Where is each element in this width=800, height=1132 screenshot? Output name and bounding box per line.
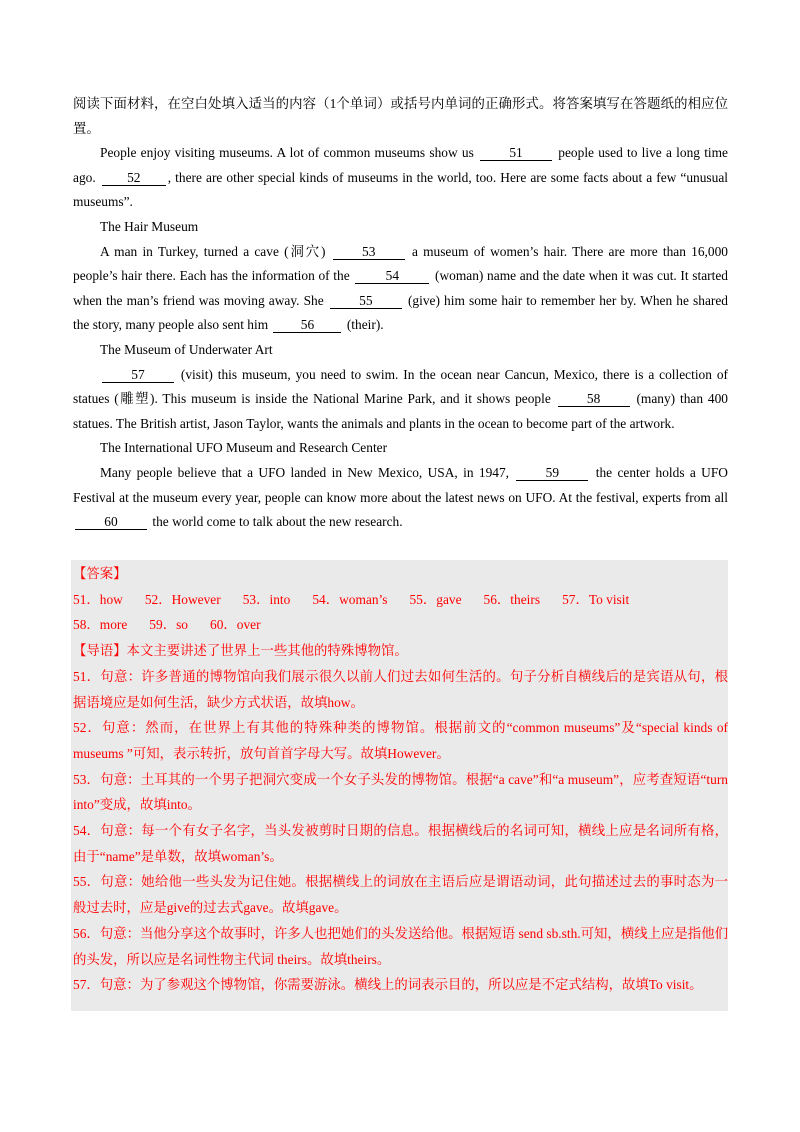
explanation-52: 52．句意：然而，在世界上有其他的特殊种类的博物馆。根据前文的“common museums”及“special kinds of museums ”可知，表示转折，放句首首字母大写。故填However。 [73, 720, 728, 761]
text-span: (visit) this museum, you need to swim. In the ocean near Cancun, Mexico, there is a collection of statues (雕塑). This museum is inside the National Marine Park, and it shows people [73, 366, 728, 407]
blank-51: 51 [480, 145, 552, 161]
paragraph-underwater-art [73, 363, 728, 437]
answer-item: 57．To visit [562, 591, 630, 607]
explanation-56: 56．句意：当他分享这个故事时，许多人也把她们的头发送给他。根据短语 send sb.sth.可知，横线上应是指他们的头发，所以应是名词性物主代词 theirs。故填theirs。 [73, 925, 728, 967]
instruction: 阅读下面材料，在空白处填入适当的内容（1个单词）或括号内单词的正确形式。将答案填写在答题纸的相应位置。 [73, 96, 728, 136]
answer-row-2 [73, 612, 728, 638]
answer-row-1 [73, 587, 728, 613]
explanation-57: 57．句意：为了参观这个博物馆，你需要游泳。横线上的词表示目的，所以应是不定式结构，故填To visit。 [73, 977, 703, 993]
text-span: (many) than 400 statues. The British artist, Jason Taylor, wants the animals and plants in the ocean to become part of the artwork. [73, 391, 728, 431]
explanation-54: 54．句意：每一个有女子名字，当头发被剪时日期的信息。根据横线后的名词可知，横线上应是名词所有格，由于“name”是单数，故填woman’s。 [73, 823, 728, 864]
question-section [73, 92, 728, 535]
answer-item: 54．woman’s [312, 591, 388, 607]
paragraph-hair-museum [73, 240, 728, 338]
answer-section [73, 561, 728, 998]
blank-59: 59 [516, 465, 588, 481]
text-span: , there are other special kinds of museums in the world, too. Here are some facts about a few “unusual museums”. [73, 169, 728, 210]
text-span: (give) him some hair to remember her by. When he shared the story, many people also sent him [73, 292, 728, 333]
paragraph-intro [73, 141, 728, 215]
text-span: People enjoy visiting museums. A lot of common museums show us [100, 145, 474, 161]
blank-54: 54 [355, 268, 429, 284]
answer-item: 59．so [149, 617, 188, 633]
blank-55: 55 [330, 293, 402, 309]
explanation-51: 51．句意：许多普通的博物馆向我们展示很久以前人们过去如何生活的。句子分析自横线后的是宾语从句，根据语境应是如何生活，缺少方式状语，故填how。 [73, 668, 728, 710]
text-span: a museum of women’s hair. There are more than 16,000 people’s hair there. Each has the information of the [73, 243, 728, 284]
answer-item: 53．into [242, 591, 291, 607]
text-span: people used to live a long time ago. [73, 145, 728, 185]
answer-item: 60．over [210, 617, 261, 633]
answer-label: 【答案】 [73, 566, 127, 581]
text-span: the center holds a UFO Festival at the museum every year, people can know more about the latest news on UFO. At the festival, experts from all [73, 464, 728, 505]
answer-item: 55．gave [409, 591, 462, 607]
explanation-53: 53．句意：土耳其的一个男子把洞穴变成一个女子头发的博物馆。根据“a cave”和“a museum”，应考查短语“turn into”变成，故填into。 [73, 771, 728, 813]
text-span: the world come to talk about the new research. [152, 514, 403, 530]
answer-item: 52．However [144, 591, 221, 607]
section-heading-underwater-art: The Museum of Underwater Art [100, 341, 273, 357]
text-span: (woman) name and the date when it was cut. It started when the man’s friend was moving away. She [73, 268, 728, 308]
answer-item: 56．theirs [483, 591, 541, 607]
text-span: A man in Turkey, turned a cave (洞穴) [100, 243, 326, 259]
blank-58: 58 [558, 391, 630, 407]
guide-text: 【导语】本文主要讲述了世界上一些其他的特殊博物馆。 [73, 643, 408, 659]
text-span: Many people believe that a UFO landed in New Mexico, USA, in 1947, [100, 464, 510, 480]
blank-57: 57 [102, 367, 174, 383]
blank-53: 53 [333, 244, 405, 260]
answer-item: 58．more [73, 617, 128, 633]
explanation-55: 55．句意：她给他一些头发为记住她。根据横线上的词放在主语后应是谓语动词，此句描述过去的事时态为一般过去时，应是give的过去式gave。故填gave。 [73, 874, 728, 916]
blank-60: 60 [75, 514, 147, 530]
blank-52: 52 [102, 170, 166, 186]
section-heading-hair-museum: The Hair Museum [100, 218, 199, 234]
paragraph-ufo-museum [73, 461, 728, 535]
blank-56: 56 [273, 317, 341, 333]
answer-item: 51．how [73, 591, 123, 607]
text-span: (their). [346, 317, 384, 333]
section-heading-ufo-museum: The International UFO Museum and Research Center [100, 440, 388, 456]
